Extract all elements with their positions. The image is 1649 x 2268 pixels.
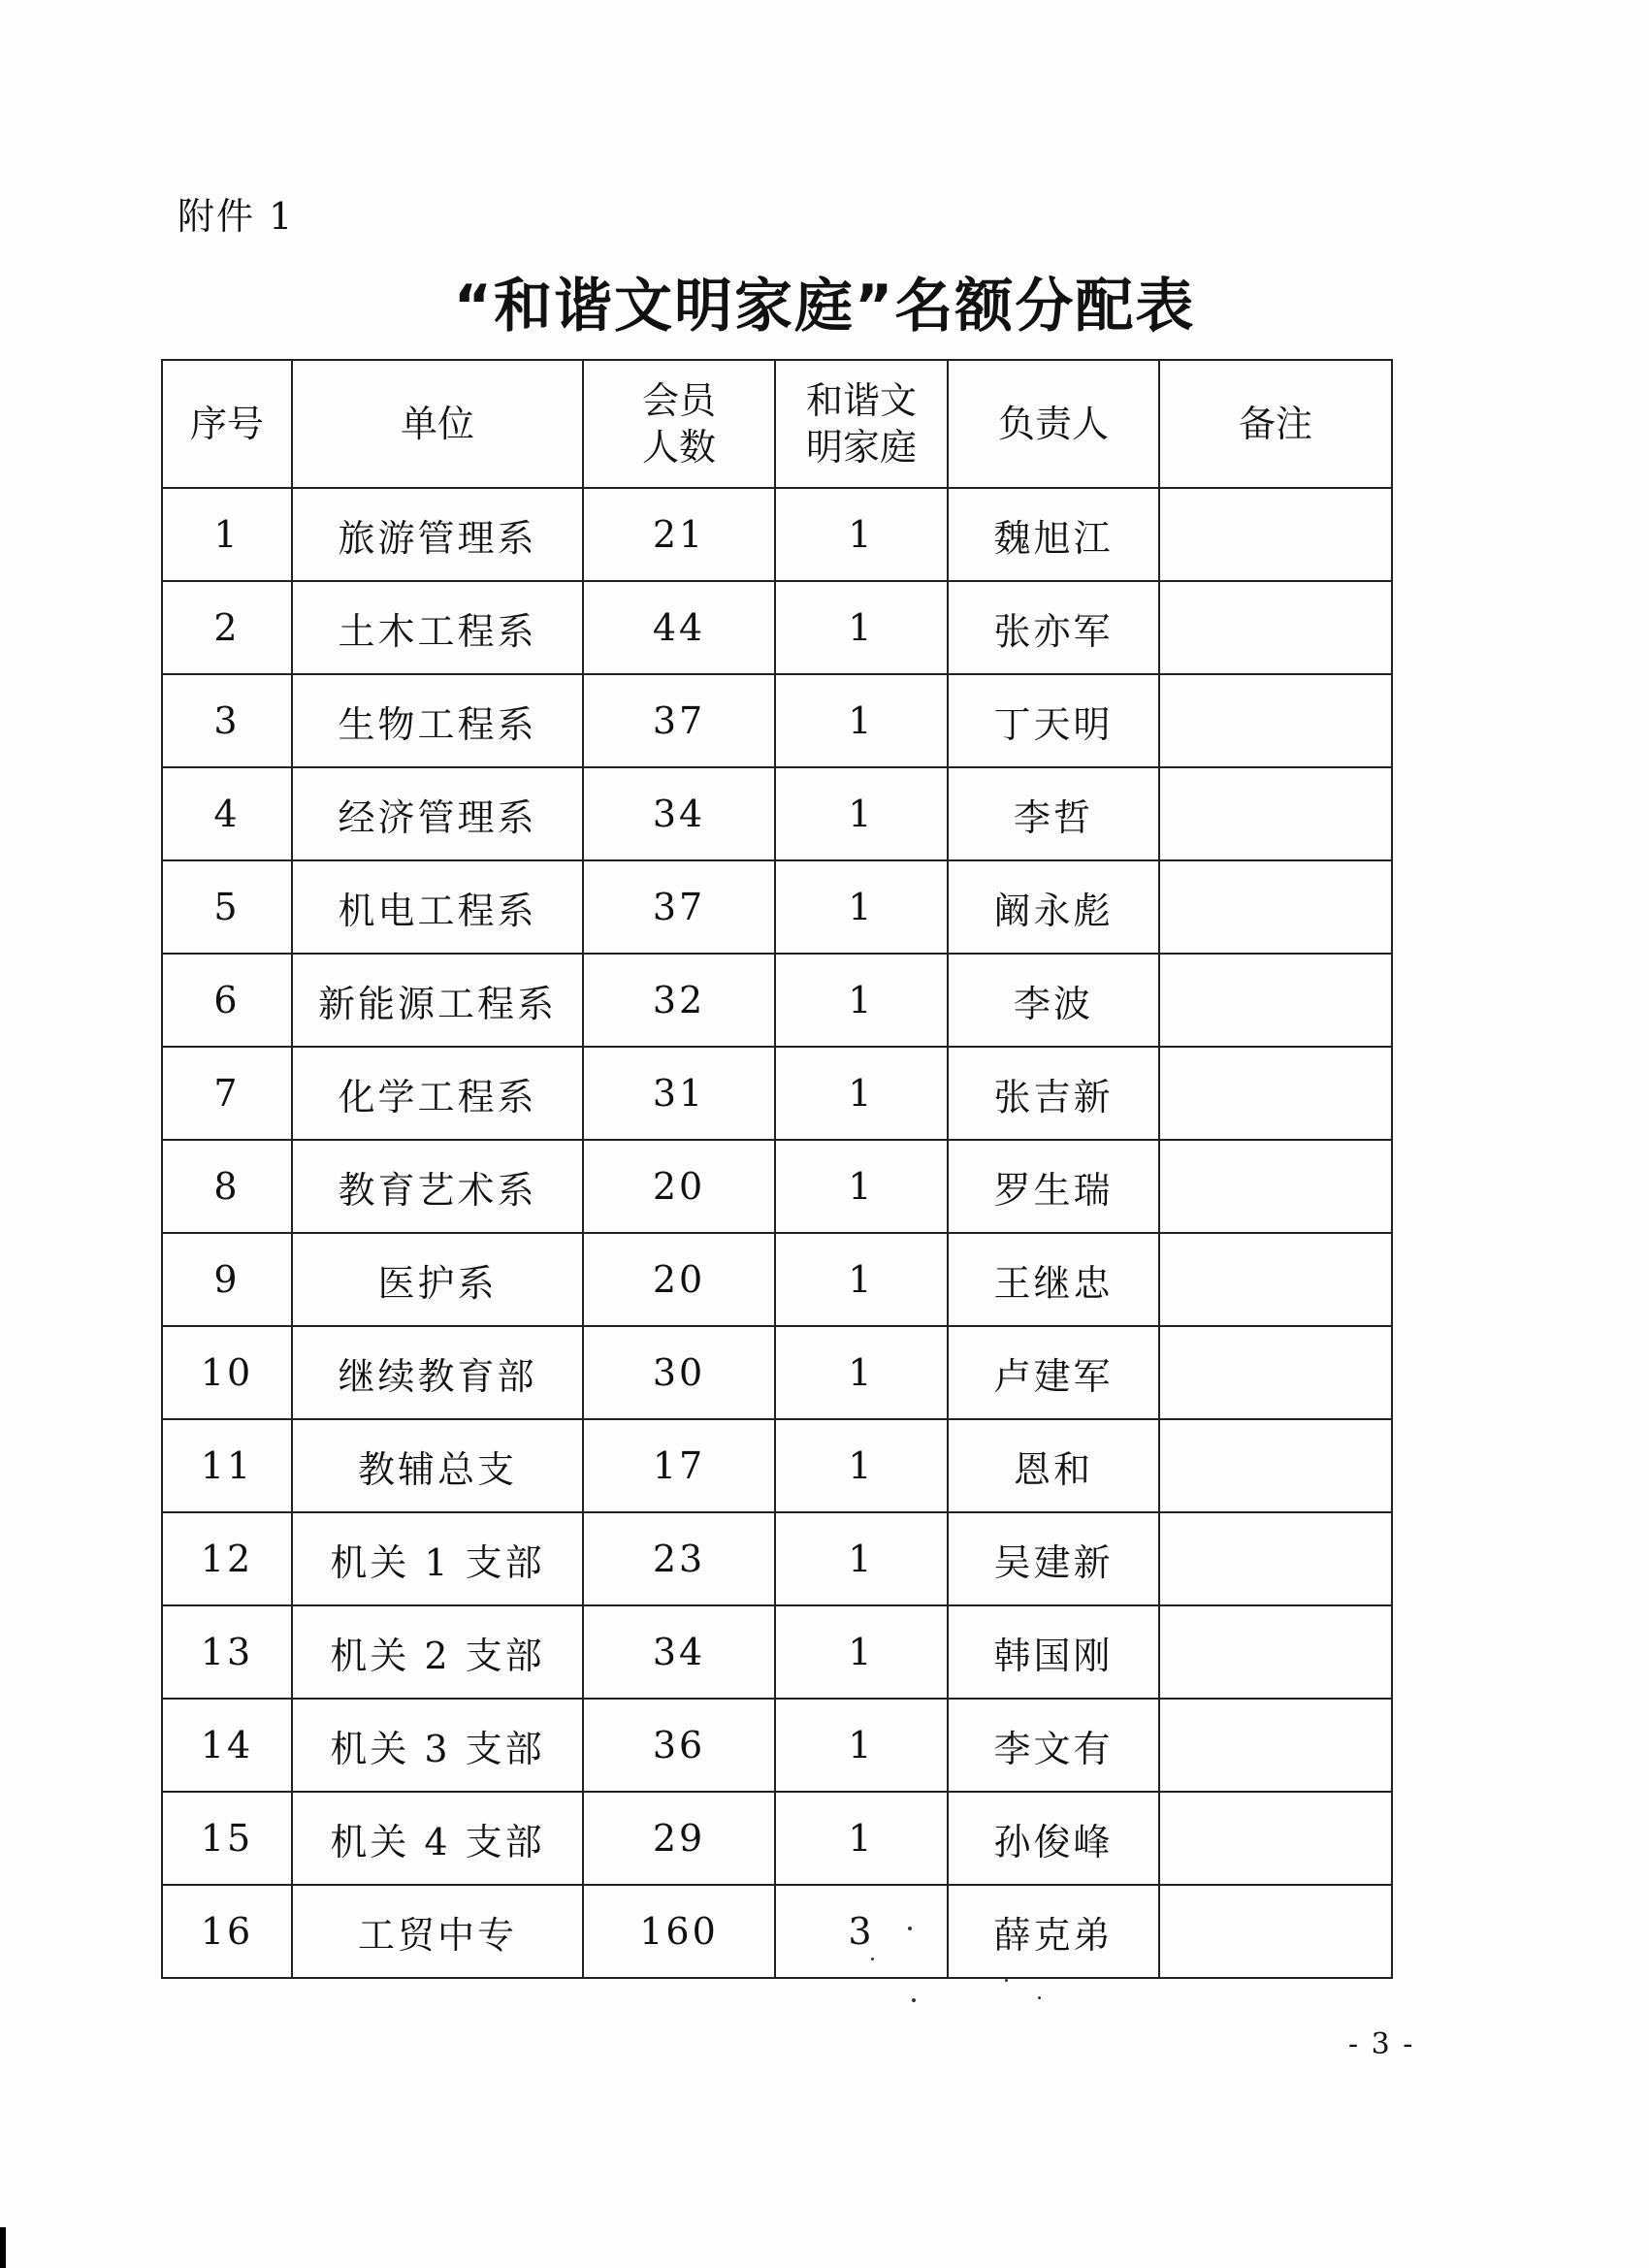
cell-members: 29 (583, 1792, 775, 1885)
header-members-line1: 会员 (641, 379, 716, 422)
cell-unit: 新能源工程系 (292, 954, 583, 1047)
cell-members: 160 (583, 1885, 775, 1978)
cell-notes (1159, 1605, 1392, 1699)
cell-notes (1159, 1233, 1392, 1326)
cell-unit: 机关 2 支部 (292, 1605, 583, 1699)
cell-leader: 薛克弟 (948, 1885, 1159, 1978)
cell-index: 1 (162, 488, 292, 581)
cell-notes (1159, 1885, 1392, 1978)
cell-members: 20 (583, 1233, 775, 1326)
cell-index: 16 (162, 1885, 292, 1978)
cell-family: 3 (775, 1885, 948, 1978)
cell-index: 4 (162, 767, 292, 860)
cell-leader: 孙俊峰 (948, 1792, 1159, 1885)
cell-unit: 工贸中专 (292, 1885, 583, 1978)
cell-members: 20 (583, 1140, 775, 1233)
table-row (162, 1419, 1392, 1512)
table-body (162, 488, 1392, 1978)
cell-notes (1159, 1326, 1392, 1419)
table-row (162, 1326, 1392, 1419)
cell-unit: 教育艺术系 (292, 1140, 583, 1233)
header-unit: 单位 (292, 360, 583, 488)
table-row (162, 1233, 1392, 1326)
cell-index: 3 (162, 674, 292, 767)
cell-leader: 魏旭江 (948, 488, 1159, 581)
cell-index: 13 (162, 1605, 292, 1699)
table-row (162, 767, 1392, 860)
cell-members: 34 (583, 1605, 775, 1699)
header-notes: 备注 (1159, 360, 1392, 488)
cell-family: 1 (775, 767, 948, 860)
cell-unit: 旅游管理系 (292, 488, 583, 581)
cell-index: 11 (162, 1419, 292, 1512)
cell-leader: 罗生瑞 (948, 1140, 1159, 1233)
cell-notes (1159, 954, 1392, 1047)
cell-leader: 吴建新 (948, 1512, 1159, 1605)
header-family (775, 360, 948, 488)
cell-unit: 机关 3 支部 (292, 1699, 583, 1792)
cell-notes (1159, 1419, 1392, 1512)
page-number: - 3 - (1348, 2027, 1415, 2061)
cell-family: 1 (775, 488, 948, 581)
table-row (162, 860, 1392, 954)
scan-speck (1038, 1996, 1041, 1999)
cell-notes (1159, 488, 1392, 581)
scan-speck (912, 1998, 916, 2002)
allocation-table (161, 359, 1393, 1979)
cell-index: 10 (162, 1326, 292, 1419)
table-row (162, 488, 1392, 581)
cell-leader: 李哲 (948, 767, 1159, 860)
cell-members: 32 (583, 954, 775, 1047)
table-row (162, 954, 1392, 1047)
cell-index: 9 (162, 1233, 292, 1326)
cell-unit: 继续教育部 (292, 1326, 583, 1419)
table-row (162, 1047, 1392, 1140)
cell-family: 1 (775, 581, 948, 674)
cell-members: 30 (583, 1326, 775, 1419)
table-row (162, 1885, 1392, 1978)
scan-edge-mark (0, 2227, 6, 2268)
cell-leader: 张亦军 (948, 581, 1159, 674)
cell-unit: 土木工程系 (292, 581, 583, 674)
cell-family: 1 (775, 1140, 948, 1233)
cell-index: 7 (162, 1047, 292, 1140)
header-family-line2: 明家庭 (805, 426, 917, 469)
cell-index: 6 (162, 954, 292, 1047)
scan-speck (908, 1927, 912, 1930)
cell-family: 1 (775, 1047, 948, 1140)
cell-members: 37 (583, 674, 775, 767)
cell-index: 15 (162, 1792, 292, 1885)
header-index: 序号 (162, 360, 292, 488)
cell-notes (1159, 1140, 1392, 1233)
cell-unit: 机电工程系 (292, 860, 583, 954)
cell-leader: 韩国刚 (948, 1605, 1159, 1699)
table-row (162, 1605, 1392, 1699)
cell-unit: 机关 1 支部 (292, 1512, 583, 1605)
table-row (162, 674, 1392, 767)
cell-index: 14 (162, 1699, 292, 1792)
cell-family: 1 (775, 674, 948, 767)
cell-index: 2 (162, 581, 292, 674)
table-row (162, 1140, 1392, 1233)
cell-unit: 教辅总支 (292, 1419, 583, 1512)
cell-members: 37 (583, 860, 775, 954)
cell-index: 12 (162, 1512, 292, 1605)
cell-index: 5 (162, 860, 292, 954)
cell-notes (1159, 1792, 1392, 1885)
cell-unit: 化学工程系 (292, 1047, 583, 1140)
cell-notes (1159, 1047, 1392, 1140)
cell-leader: 阚永彪 (948, 860, 1159, 954)
cell-members: 21 (583, 488, 775, 581)
cell-family: 1 (775, 860, 948, 954)
scan-speck (871, 1958, 874, 1960)
cell-unit: 经济管理系 (292, 767, 583, 860)
cell-family: 1 (775, 1792, 948, 1885)
cell-leader: 李波 (948, 954, 1159, 1047)
cell-members: 36 (583, 1699, 775, 1792)
cell-unit: 生物工程系 (292, 674, 583, 767)
cell-notes (1159, 581, 1392, 674)
cell-notes (1159, 1699, 1392, 1792)
attachment-label: 附件 1 (178, 195, 295, 238)
cell-members: 23 (583, 1512, 775, 1605)
cell-members: 34 (583, 767, 775, 860)
page-title: “和谐文明家庭”名额分配表 (453, 273, 1196, 340)
cell-notes (1159, 674, 1392, 767)
cell-family: 1 (775, 1699, 948, 1792)
header-members-line2: 人数 (641, 426, 716, 469)
cell-unit: 机关 4 支部 (292, 1792, 583, 1885)
cell-family: 1 (775, 1512, 948, 1605)
cell-family: 1 (775, 954, 948, 1047)
cell-unit: 医护系 (292, 1233, 583, 1326)
table-row (162, 1792, 1392, 1885)
header-members (583, 360, 775, 488)
header-family-line1: 和谐文 (805, 379, 917, 422)
cell-notes (1159, 1512, 1392, 1605)
cell-family: 1 (775, 1233, 948, 1326)
cell-family: 1 (775, 1419, 948, 1512)
cell-leader: 卢建军 (948, 1326, 1159, 1419)
cell-members: 17 (583, 1419, 775, 1512)
cell-family: 1 (775, 1605, 948, 1699)
cell-leader: 丁天明 (948, 674, 1159, 767)
cell-index: 8 (162, 1140, 292, 1233)
cell-members: 31 (583, 1047, 775, 1140)
table-row (162, 581, 1392, 674)
header-leader: 负责人 (948, 360, 1159, 488)
table-row (162, 1512, 1392, 1605)
cell-members: 44 (583, 581, 775, 674)
cell-leader: 张吉新 (948, 1047, 1159, 1140)
table-row (162, 1699, 1392, 1792)
cell-notes (1159, 767, 1392, 860)
scan-speck (1005, 1979, 1008, 1982)
cell-notes (1159, 860, 1392, 954)
table-header-row (162, 360, 1392, 488)
cell-leader: 恩和 (948, 1419, 1159, 1512)
cell-leader: 王继忠 (948, 1233, 1159, 1326)
cell-family: 1 (775, 1326, 948, 1419)
cell-leader: 李文有 (948, 1699, 1159, 1792)
